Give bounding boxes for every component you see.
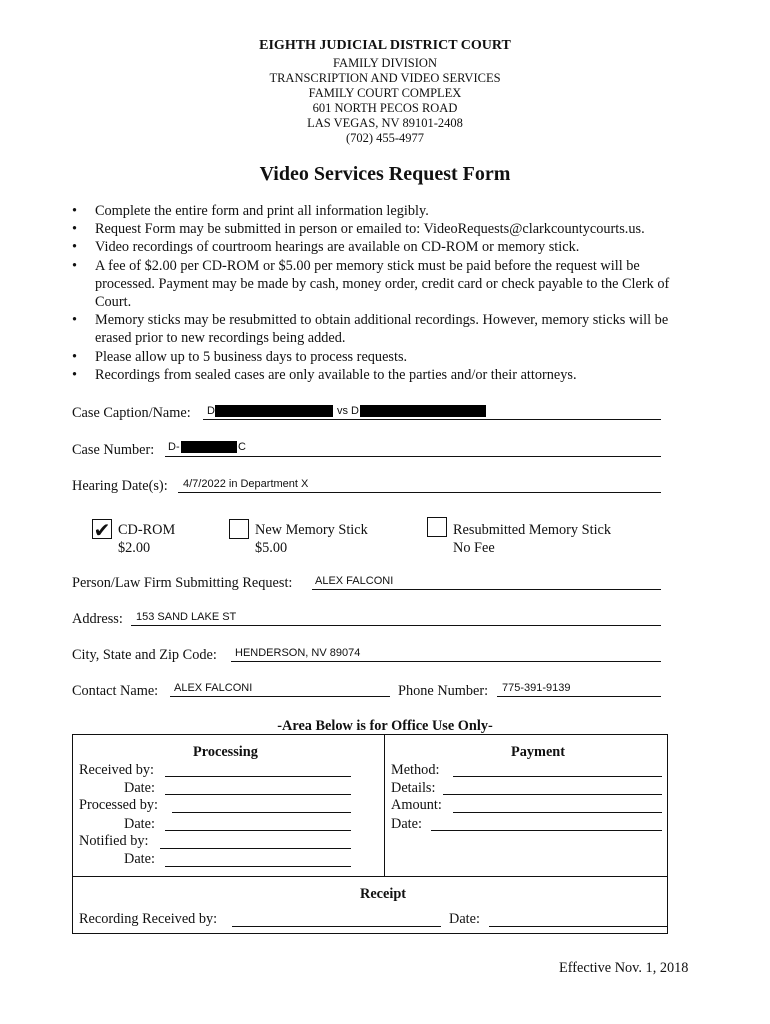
redaction-bar: [181, 441, 237, 453]
contact-name-field[interactable]: [170, 696, 390, 697]
amount-label: Amount:: [391, 797, 442, 813]
hearing-dates-label: Hearing Date(s):: [72, 478, 168, 494]
amount-field[interactable]: [453, 812, 662, 813]
submitter-value: ALEX FALCONI: [315, 575, 394, 587]
case-number-label: Case Number:: [72, 442, 155, 458]
case-caption-field[interactable]: [203, 419, 661, 420]
contact-name-label: Contact Name:: [72, 683, 159, 699]
new-memory-stick-checkbox[interactable]: [229, 519, 249, 539]
street-line: 601 NORTH PECOS ROAD: [312, 101, 458, 115]
details-field[interactable]: [443, 794, 662, 795]
city-state-zip-field[interactable]: [231, 661, 661, 662]
processed-date-label: Date:: [124, 816, 155, 832]
office-use-heading: -Area Below is for Office Use Only-: [277, 718, 493, 734]
case-caption-prefix: D: [207, 405, 215, 417]
received-by-label: Received by:: [79, 762, 155, 778]
new-memory-stick-price: $5.00: [255, 540, 288, 556]
case-caption-vs: vs D: [337, 405, 359, 417]
instruction-item: • Please allow up to 5 business days to process requests.: [72, 348, 702, 366]
processing-date-label: Date:: [124, 780, 155, 796]
hearing-dates-value: 4/7/2022 in Department X: [183, 478, 309, 490]
complex-line: FAMILY COURT COMPLEX: [308, 86, 462, 100]
processed-date-field[interactable]: [165, 830, 351, 831]
received-date-field[interactable]: [165, 794, 351, 795]
notified-by-label: Notified by:: [79, 833, 149, 849]
address-value: 153 SAND LAKE ST: [136, 611, 237, 623]
notified-date-label: Date:: [124, 851, 155, 867]
office-column-divider: [384, 734, 385, 876]
payment-date-label: Date:: [391, 816, 422, 832]
services-line: TRANSCRIPTION AND VIDEO SERVICES: [269, 71, 501, 85]
cdrom-checkbox[interactable]: [92, 518, 112, 542]
effective-date: Effective Nov. 1, 2018: [559, 960, 689, 976]
city-line: LAS VEGAS, NV 89101-2408: [307, 116, 463, 130]
receipt-heading: Receipt: [360, 886, 407, 902]
phone-number-label: Phone Number:: [398, 683, 489, 699]
hearing-dates-field[interactable]: [178, 492, 661, 493]
check-mark-icon: ✔: [93, 518, 111, 542]
receipt-date-label: Date:: [449, 911, 480, 927]
receipt-date-field[interactable]: [489, 926, 668, 927]
case-caption-label: Case Caption/Name:: [72, 405, 191, 421]
receipt-divider: [72, 876, 668, 877]
office-use-box: [72, 734, 668, 934]
payment-heading: Payment: [511, 744, 565, 760]
case-number-prefix: D-: [168, 441, 180, 453]
processed-by-field[interactable]: [172, 812, 351, 813]
form-title: Video Services Request Form: [259, 163, 511, 185]
notified-date-field[interactable]: [165, 866, 351, 867]
instruction-item: • A fee of $2.00 per CD-ROM or $5.00 per memory stick must be paid before the request will be processed. Payment may be made by cash, money order, credit card or check payable to the Clerk of Court.: [72, 257, 702, 312]
cdrom-option-label: CD-ROM: [118, 522, 176, 538]
payment-date-field[interactable]: [431, 830, 662, 831]
instruction-item: • Recordings from sealed cases are only available to the parties and/or their attorneys.: [72, 366, 702, 384]
resubmitted-memory-stick-price: No Fee: [453, 540, 495, 556]
resubmitted-memory-stick-checkbox[interactable]: [427, 517, 447, 537]
address-field[interactable]: [131, 625, 661, 626]
new-memory-stick-label: New Memory Stick: [255, 522, 368, 538]
redaction-bar: [215, 405, 333, 417]
city-state-zip-label: City, State and Zip Code:: [72, 647, 217, 663]
city-state-zip-value: HENDERSON, NV 89074: [235, 647, 361, 659]
phone-number-value: 775-391-9139: [502, 682, 571, 694]
instruction-item: • Request Form may be submitted in person or emailed to: VideoRequests@clarkcountycourts.us.: [72, 220, 702, 238]
court-name: EIGHTH JUDICIAL DISTRICT COURT: [259, 38, 511, 53]
cdrom-option-price: $2.00: [118, 540, 151, 556]
address-label: Address:: [72, 611, 123, 627]
received-by-field[interactable]: [165, 776, 351, 777]
redaction-bar: [360, 405, 486, 417]
instruction-item: • Memory sticks may be resubmitted to obtain additional recordings. However, memory sticks will be erased prior to new recordings being added.: [72, 311, 702, 347]
instructions-list: [72, 202, 702, 384]
case-number-field[interactable]: [165, 456, 661, 457]
recording-received-by-field[interactable]: [232, 926, 441, 927]
method-label: Method:: [391, 762, 440, 778]
division-line: FAMILY DIVISION: [333, 56, 437, 70]
instruction-item: • Complete the entire form and print all information legibly.: [72, 202, 702, 220]
case-number-suffix: C: [238, 441, 246, 453]
details-label: Details:: [391, 780, 436, 796]
method-field[interactable]: [453, 776, 662, 777]
resubmitted-memory-stick-label: Resubmitted Memory Stick: [453, 522, 612, 538]
submitter-label: Person/Law Firm Submitting Request:: [72, 575, 293, 591]
processed-by-label: Processed by:: [79, 797, 159, 813]
contact-name-value: ALEX FALCONI: [174, 682, 253, 694]
notified-by-field[interactable]: [160, 848, 351, 849]
instruction-item: • Video recordings of courtroom hearings are available on CD-ROM or memory stick.: [72, 238, 702, 256]
processing-heading: Processing: [193, 744, 258, 760]
submitter-field[interactable]: [312, 589, 661, 590]
recording-received-by-label: Recording Received by:: [79, 911, 218, 927]
phone-line: (702) 455-4977: [345, 131, 425, 145]
phone-number-field[interactable]: [497, 696, 661, 697]
